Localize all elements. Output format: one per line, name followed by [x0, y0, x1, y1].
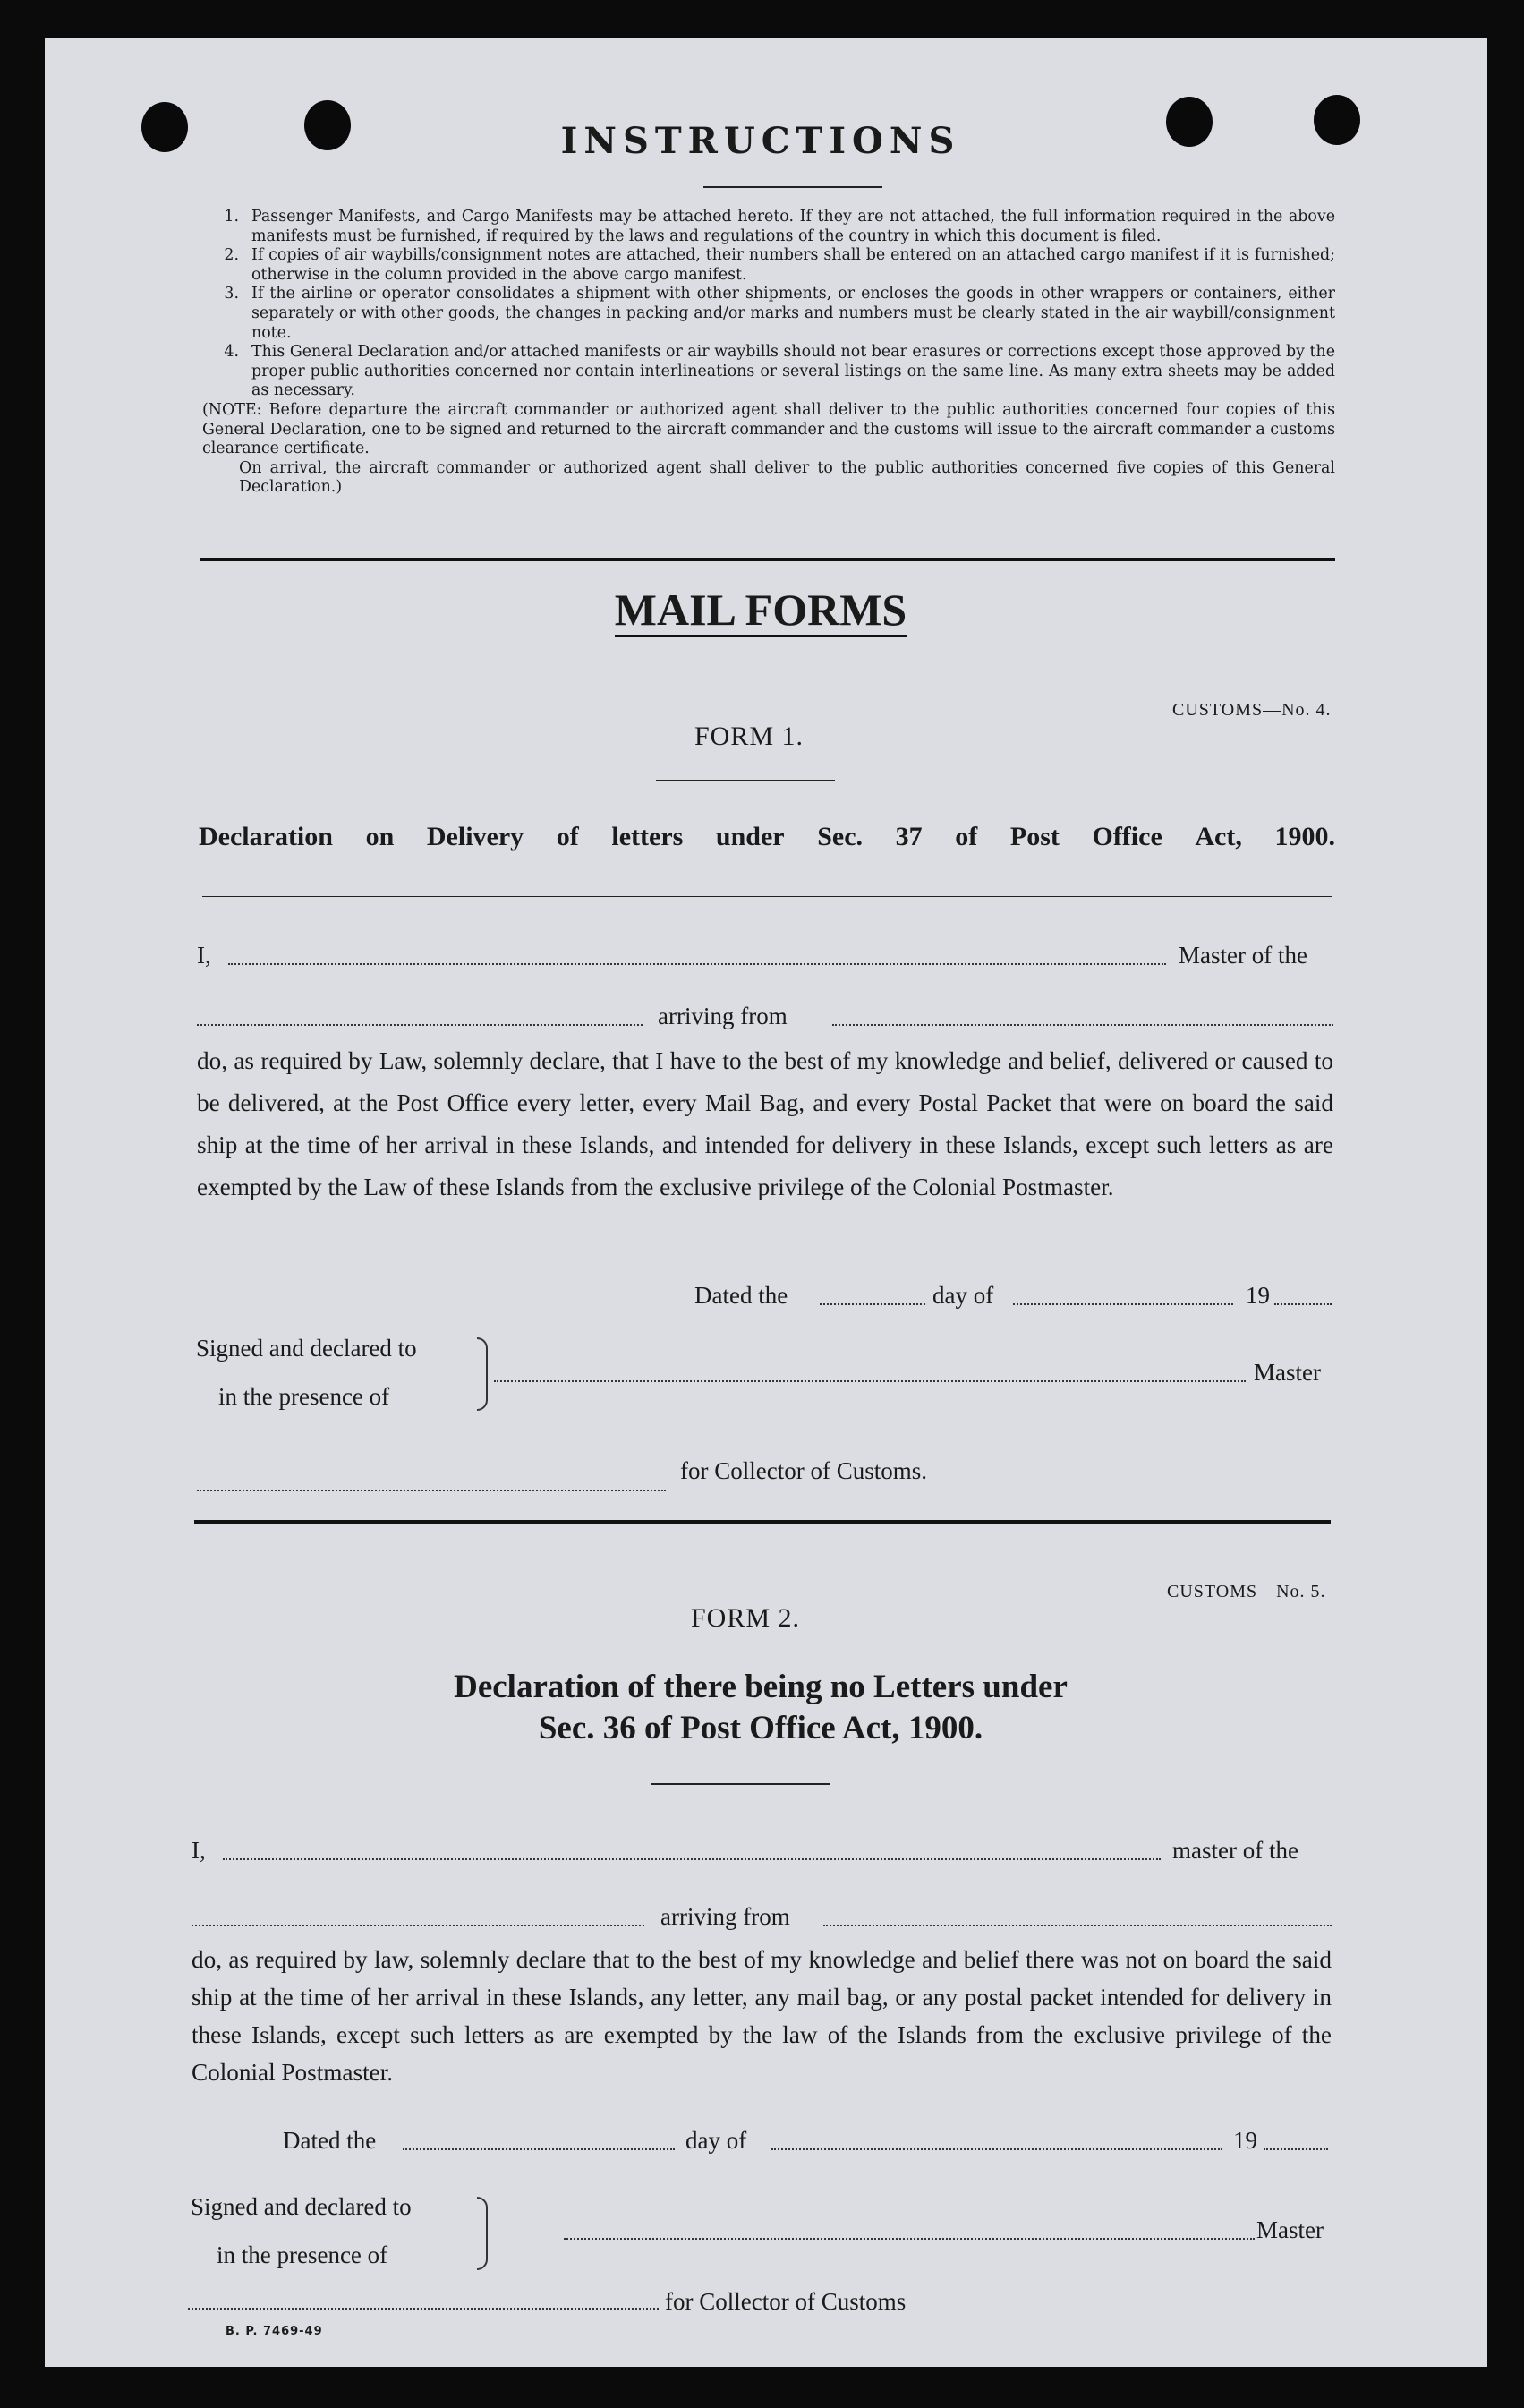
form1-master-signature-field[interactable] — [494, 1364, 1246, 1382]
instructions-title: INSTRUCTIONS — [560, 120, 961, 162]
form1-master-of-the: Master of the — [1179, 942, 1307, 969]
instruction-text: This General Declaration and/or attached manifests or air waybills should not bear erasures or corrections except those approved by the proper public authorities concerned nor contain interlineations or several listings on the same line. As many extra sheets may be added as necessary. — [251, 343, 1335, 400]
form2-origin-field[interactable] — [823, 1908, 1332, 1926]
form2-year-field[interactable] — [1264, 2132, 1328, 2150]
form1-i-label: I, — [197, 942, 211, 969]
form1-collector-signature-field[interactable] — [197, 1473, 666, 1491]
form1-paragraph: do, as required by Law, solemnly declare, that I have to the best of my knowledge and belief, delivered or caused to be delivered, at the Post Office every letter, every Mail Bag, and every Postal Packet that were on board the said ship at the time of her arrival in these Islands, and intended for delivery in these Islands, except such letters as are exempted by the Law of these Islands from the exclusive privilege of the Colonial Postmaster. — [197, 1047, 1333, 1200]
form1-customs-number: CUSTOMS—No. 4. — [1172, 700, 1332, 720]
form1-signature-brace — [477, 1337, 488, 1411]
instructions-list — [199, 208, 1335, 498]
instruction-number: 4. — [224, 343, 239, 362]
form2-name-field[interactable] — [223, 1842, 1161, 1860]
form1-year-prefix: 19 — [1246, 1282, 1270, 1309]
form1-title: FORM 1. — [694, 722, 805, 751]
form1-declaration-word: Declaration — [199, 822, 333, 851]
form2-declaration-line2: Sec. 36 of Post Office Act, 1900. — [538, 1710, 983, 1746]
form2-master-of-the: master of the — [1172, 1837, 1298, 1864]
form2-signed-line2: in the presence of — [217, 2241, 388, 2268]
form1-title-underline — [656, 780, 835, 781]
form2-month-field[interactable] — [771, 2132, 1222, 2150]
form1-declaration-word: Delivery — [426, 822, 524, 851]
form1-declaration-word: letters — [611, 822, 684, 851]
instruction-item — [199, 246, 1335, 285]
form-divider — [194, 1520, 1331, 1524]
form1-arriving-from: arriving from — [658, 1003, 788, 1029]
form2-arriving-from: arriving from — [660, 1903, 790, 1930]
form2-year-prefix: 19 — [1233, 2127, 1257, 2154]
form1-year-field[interactable] — [1274, 1287, 1332, 1305]
form2-collector-signature-field[interactable] — [188, 2292, 659, 2310]
instruction-text: Passenger Manifests, and Cargo Manifests may be attached hereto. If they are not attached, the full information required in the above manifests must be furnished, if required by the laws and regulations of the country in which this document is filed. — [251, 208, 1335, 245]
instruction-item — [199, 208, 1335, 246]
form1-declaration-word: on — [365, 822, 395, 851]
form2-heading-underline — [651, 1783, 830, 1785]
form2-i-label: I, — [192, 1837, 206, 1864]
form1-collector-label: for Collector of Customs. — [680, 1457, 927, 1484]
form1-declaration-word: 1900. — [1274, 822, 1335, 851]
instruction-number: 1. — [224, 208, 239, 226]
form2-master-label: Master — [1256, 2216, 1324, 2243]
form2-signed-line1: Signed and declared to — [191, 2193, 412, 2220]
form1-signed-line2: in the presence of — [218, 1383, 390, 1410]
instructions-underline — [703, 186, 882, 188]
form2-paragraph: do, as required by law, solemnly declare that to the best of my knowledge and belief there was not on board the said ship at the time of her arrival in these Islands, any letter, any mail bag, or any postal packet intended for delivery in these Islands, except such letters as are exempted by the law of the Islands from the exclusive privilege of the Colonial Postmaster. — [192, 1946, 1332, 2086]
form2-master-signature-field[interactable] — [564, 2222, 1255, 2240]
form2-signature-brace — [477, 2197, 488, 2270]
form2-day-of: day of — [685, 2127, 747, 2154]
form2-day-field[interactable] — [403, 2132, 675, 2150]
form1-day-field[interactable] — [820, 1287, 925, 1305]
instructions-note: (NOTE: Before departure the aircraft commander or authorized agent shall deliver to the public authorities concerned four copies of this General Declaration, one to be signed and returned to the aircraft commander and the customs will issue to the aircraft commander a customs clearance certificate. — [202, 400, 1335, 458]
section-divider — [200, 558, 1335, 561]
instruction-item — [199, 343, 1335, 401]
form2-customs-number: CUSTOMS—No. 5. — [1167, 1582, 1326, 1601]
instruction-number: 3. — [224, 285, 239, 303]
form1-origin-field[interactable] — [832, 1008, 1333, 1026]
form1-heading-rule — [202, 896, 1332, 897]
instructions-note-arrival: On arrival, the aircraft commander or authorized agent shall deliver to the public authorities concerned five copies of this General Declaration.) — [239, 458, 1335, 497]
form2-declaration-heading — [0, 1667, 1521, 1749]
instruction-text: If copies of air waybills/consignment notes are attached, their numbers shall be entered on an attached cargo manifest if it is furnished; otherwise in the column provided in the above cargo manifest. — [251, 246, 1335, 284]
mail-forms-heading — [0, 584, 1521, 636]
form1-declaration-word: under — [715, 822, 785, 851]
form2-collector-label: for Collector of Customs — [665, 2288, 907, 2315]
form1-name-field[interactable] — [228, 947, 1166, 965]
form1-declaration-word: of — [556, 822, 579, 851]
form1-day-of: day of — [932, 1282, 994, 1309]
form1-ship-field[interactable] — [197, 1008, 643, 1026]
instruction-number: 2. — [224, 246, 239, 265]
instruction-item — [199, 285, 1335, 343]
form1-month-field[interactable] — [1013, 1287, 1233, 1305]
form2-declaration-line1: Declaration of there being no Letters under — [454, 1669, 1068, 1705]
form1-master-label: Master — [1254, 1359, 1321, 1386]
form2-title: FORM 2. — [691, 1603, 801, 1633]
form1-declaration-word: Office — [1092, 822, 1162, 851]
form1-declaration-word: Sec. — [817, 822, 864, 851]
form1-signed-line1: Signed and declared to — [196, 1335, 417, 1362]
form2-dated-the: Dated the — [283, 2127, 377, 2154]
form1-declaration-word: of — [955, 822, 978, 851]
form2-ship-field[interactable] — [192, 1908, 644, 1926]
form1-declaration-word: 37 — [895, 822, 923, 851]
form1-declaration-heading — [199, 822, 1335, 852]
instruction-text: If the airline or operator consolidates a shipment with other shipments, or encloses the goods in other wrappers or containers, either separately or with other goods, the changes in packing and/or marks and numbers must be clearly stated in the air waybill/consignment note. — [251, 285, 1335, 342]
mail-forms-title: MAIL FORMS — [615, 585, 907, 637]
form1-dated-the: Dated the — [694, 1282, 788, 1309]
print-code: B. P. 7469-49 — [226, 2325, 323, 2338]
form1-declaration-word: Post — [1009, 822, 1060, 851]
form1-declaration-word: Act, — [1195, 822, 1242, 851]
